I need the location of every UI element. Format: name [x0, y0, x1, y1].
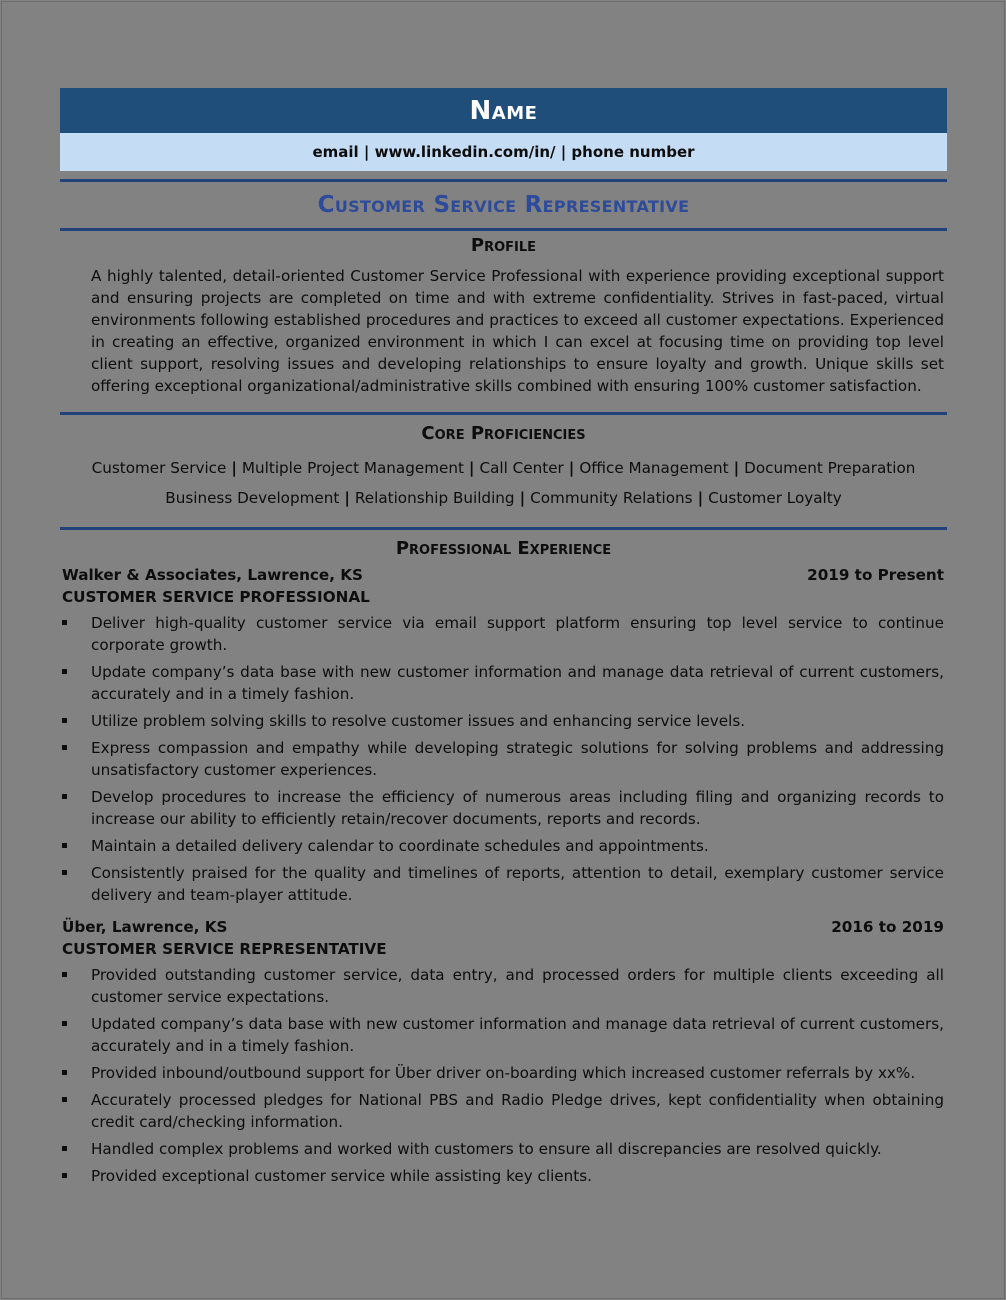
list-item [60, 1013, 944, 1057]
bullet-text: Maintain a detailed delivery calendar to coordinate schedules and appointments. [91, 837, 709, 855]
proficiencies-row-1 [60, 453, 947, 483]
square-bullet-icon [62, 620, 67, 625]
square-bullet-icon [62, 843, 67, 848]
skill-separator: | [519, 489, 526, 507]
list-item [60, 835, 944, 857]
contact-line: email | www.linkedin.com/in/ | phone number [312, 143, 695, 161]
skill-item: Relationship Building [354, 489, 515, 507]
skill-item: Multiple Project Management [241, 459, 464, 477]
bullet-text: Updated company’s data base with new customer information and manage data retrieval of current customers, accurately and in a timely fashion. [91, 1015, 944, 1055]
skill-item: Community Relations [530, 489, 693, 507]
square-bullet-icon [62, 718, 67, 723]
skill-item: Office Management [579, 459, 729, 477]
list-item [60, 1165, 944, 1187]
skill-item: Business Development [165, 489, 340, 507]
job-dates: 2019 to Present [807, 566, 944, 584]
list-item [60, 964, 944, 1008]
bullet-text: Utilize problem solving skills to resolve customer issues and enhancing service levels. [91, 712, 746, 730]
proficiencies-heading: Core Proficiencies [421, 423, 586, 444]
profile-summary: A highly talented, detail-oriented Customer Service Professional with experience providing exceptional support and ensuring projects are completed on time and with extreme confidentiality. Strives in fast-paced, virtual environments following established procedures and practices to exceed all customer expectations. Experienced in creating an effective, organized environment in which I can excel at focusing time on providing top level client support, resolving issues and developing relationships to ensure loyalty and growth. Unique skills set offering exceptional organizational/administrative skills combined with ensuring 100% customer satisfaction. [91, 267, 944, 395]
square-bullet-icon [62, 745, 67, 750]
skill-separator: | [733, 459, 740, 477]
square-bullet-icon [62, 870, 67, 875]
square-bullet-icon [62, 1070, 67, 1075]
skill-item: Customer Service [91, 459, 227, 477]
divider [60, 412, 947, 415]
list-item [60, 1062, 944, 1084]
job-entry [60, 564, 947, 906]
list-item [60, 786, 944, 830]
square-bullet-icon [62, 1146, 67, 1151]
experience-heading: Professional Experience [395, 538, 612, 559]
job-headline: Customer Service Representative [317, 192, 690, 218]
job-header [62, 916, 944, 938]
square-bullet-icon [62, 972, 67, 977]
list-item [60, 661, 944, 705]
job-bullet-list [60, 612, 944, 906]
proficiencies-row-2 [60, 483, 947, 513]
skill-separator: | [344, 489, 350, 507]
bullet-text: Provided outstanding customer service, data entry, and processed orders for multiple clients exceeding all customer service expectations. [91, 966, 944, 1006]
bullet-text: Consistently praised for the quality and timelines of reports, attention to detail, exemplary customer service delivery and team-player attitude. [91, 864, 944, 904]
bullet-text: Express compassion and empathy while developing strategic solutions for solving problems and addressing unsatisfactory customer experiences. [91, 739, 944, 779]
list-item [60, 1138, 944, 1160]
candidate-name: Name [469, 95, 538, 126]
square-bullet-icon [62, 669, 67, 674]
skill-item: Call Center [479, 459, 564, 477]
bullet-text: Accurately processed pledges for National PBS and Radio Pledge drives, kept confidentiality when obtaining credit card/checking information. [91, 1091, 944, 1131]
skill-separator: | [231, 459, 237, 477]
resume-document [60, 88, 947, 1192]
divider [60, 527, 947, 530]
bullet-text: Update company’s data base with new customer information and manage data retrieval of current customers, accurately and in a timely fashion. [91, 663, 944, 703]
skill-separator: | [697, 489, 704, 507]
job-company: Über, Lawrence, KS [62, 918, 228, 936]
square-bullet-icon [62, 794, 67, 799]
job-header [62, 564, 944, 586]
profile-heading: Profile [470, 235, 537, 256]
square-bullet-icon [62, 1021, 67, 1026]
list-item [60, 612, 944, 656]
bullet-text: Deliver high-quality customer service via email support platform ensuring top level service to continue corporate growth. [91, 614, 944, 654]
list-item [60, 737, 944, 781]
list-item [60, 1089, 944, 1133]
skill-item: Document Preparation [744, 459, 916, 477]
skill-separator: | [468, 459, 475, 477]
bullet-text: Develop procedures to increase the efficiency of numerous areas including filing and organizing records to increase our ability to efficiently retain/recover documents, reports and records. [91, 788, 944, 828]
name-banner [60, 88, 947, 133]
job-entry [60, 916, 947, 1187]
skill-separator: | [568, 459, 575, 477]
proficiencies-list [60, 453, 947, 513]
contact-banner [60, 133, 947, 171]
list-item [60, 710, 944, 732]
job-bullet-list [60, 964, 944, 1187]
bullet-text: Provided inbound/outbound support for Über driver on-boarding which increased customer referrals by xx%. [91, 1064, 916, 1082]
bullet-text: Provided exceptional customer service while assisting key clients. [91, 1167, 592, 1185]
job-company: Walker & Associates, Lawrence, KS [62, 566, 363, 584]
bullet-text: Handled complex problems and worked with customers to ensure all discrepancies are resolved quickly. [91, 1140, 882, 1158]
list-item [60, 862, 944, 906]
square-bullet-icon [62, 1173, 67, 1178]
job-dates: 2016 to 2019 [831, 918, 944, 936]
square-bullet-icon [62, 1097, 67, 1102]
skill-item: Customer Loyalty [708, 489, 842, 507]
job-role: CUSTOMER SERVICE REPRESENTATIVE [62, 940, 387, 958]
job-role: CUSTOMER SERVICE PROFESSIONAL [62, 588, 370, 606]
